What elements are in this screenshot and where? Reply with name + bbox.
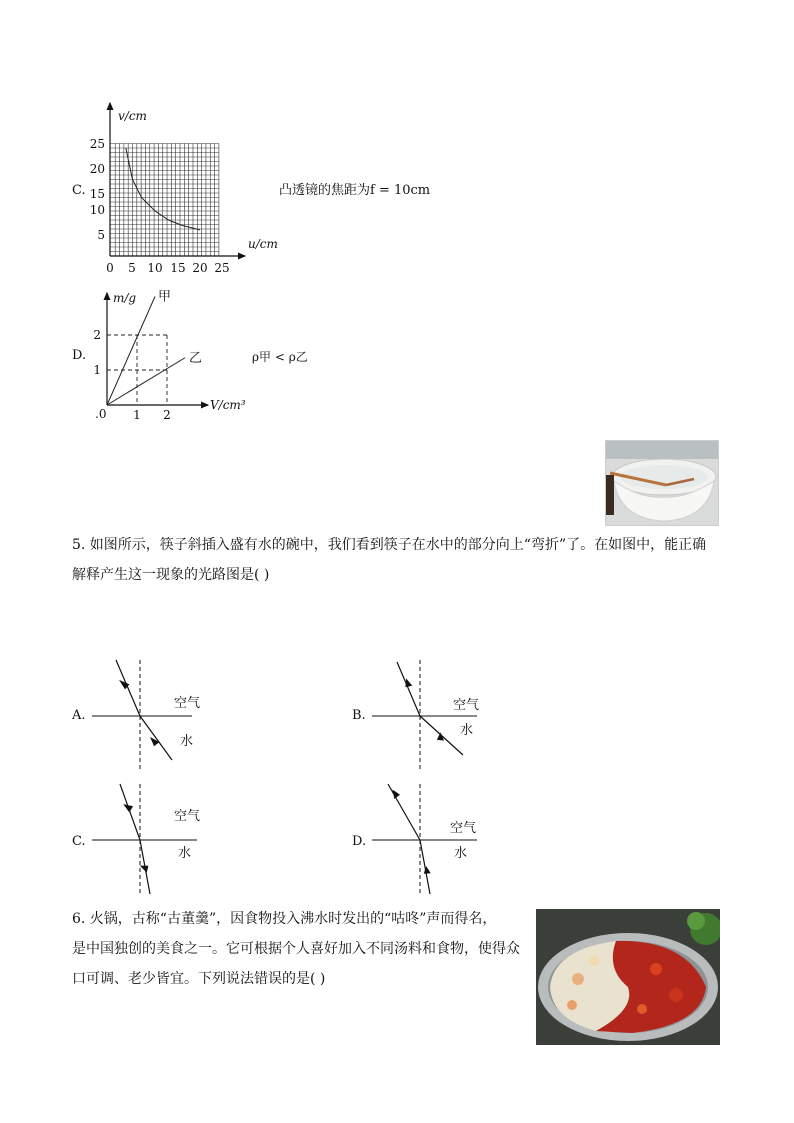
graph-c-grid <box>110 144 219 257</box>
water-label: 水 <box>180 734 194 749</box>
option-label: C. <box>72 834 86 849</box>
bowl-illustration <box>606 441 718 525</box>
option-label: D. <box>352 834 367 849</box>
graph-d-line-jia <box>107 297 155 406</box>
question-6-text <box>72 904 532 994</box>
y-tick: 5 <box>97 228 105 242</box>
option-a-diagram[interactable] <box>70 656 250 776</box>
option-c-diagram[interactable] <box>70 780 250 900</box>
water-label: 水 <box>460 723 474 738</box>
question-5-line2: 解释产生这一现象的光路图是( ) <box>72 567 270 583</box>
water-label: 水 <box>178 846 192 861</box>
x-tick: 15 <box>170 261 186 275</box>
hotpot-photo <box>536 909 720 1045</box>
y-tick: 1 <box>93 363 101 377</box>
air-label: 空气 <box>453 698 480 713</box>
option-d-label: D. <box>72 348 87 363</box>
x-tick: 10 <box>147 261 163 275</box>
graph-d-yi-label: 乙 <box>189 350 203 366</box>
origin-label: .0 <box>95 407 107 421</box>
air-label: 空气 <box>174 809 201 824</box>
graph-d-guides <box>107 335 167 405</box>
hotpot-illustration <box>536 909 720 1045</box>
y-tick: 20 <box>90 162 105 176</box>
graph-c-block <box>60 100 460 280</box>
question-6-line1: 6. 火锅，古称“古董羹”，因食物投入沸水时发出的“咕咚”声而得名， <box>72 911 497 927</box>
y-tick: 25 <box>90 137 105 151</box>
air-label: 空气 <box>450 821 477 836</box>
graph-d-ylabel: m/g <box>113 291 137 305</box>
option-c-label: C. <box>72 183 86 198</box>
question-6-line3: 口可调、老少皆宜。下列说法错误的是( ) <box>72 971 326 987</box>
question-6-line2: 是中国独创的美食之一。它可根据个人喜好加入不同汤料和食物，使得众 <box>72 941 520 957</box>
chopsticks-bowl-photo <box>605 440 719 526</box>
air-label: 空气 <box>174 696 201 711</box>
x-tick: 0 <box>106 261 114 275</box>
graph-c-statement: 凸透镜的焦距为f = 10cm <box>279 183 431 198</box>
option-d-diagram[interactable] <box>350 780 530 900</box>
graph-d-line-yi <box>107 358 185 405</box>
graph-d-block <box>60 288 460 428</box>
option-label: A. <box>72 708 86 723</box>
y-tick: 10 <box>90 203 105 217</box>
option-label: B. <box>352 708 366 723</box>
y-tick: 15 <box>90 187 105 201</box>
x-tick: 25 <box>214 261 230 275</box>
graph-c-ylabel: v/cm <box>118 109 147 123</box>
x-tick: 5 <box>128 261 136 275</box>
graph-c-xlabel: u/cm <box>248 237 278 251</box>
option-b-diagram[interactable] <box>350 656 530 776</box>
x-tick: 2 <box>163 408 171 422</box>
graph-d-statement: ρ甲 < ρ乙 <box>252 350 308 364</box>
x-tick: 1 <box>133 408 141 422</box>
graph-d-jia-label: 甲 <box>158 289 172 305</box>
question-5-text <box>72 530 732 590</box>
question-5-line1: 5. 如图所示，筷子斜插入盛有水的碗中，我们看到筷子在水中的部分向上“弯折”了。在如图中，能正确 <box>72 537 707 553</box>
x-tick: 20 <box>192 261 208 275</box>
water-label: 水 <box>454 846 468 861</box>
graph-d-xlabel: V/cm³ <box>210 398 246 412</box>
y-tick: 2 <box>93 328 101 342</box>
